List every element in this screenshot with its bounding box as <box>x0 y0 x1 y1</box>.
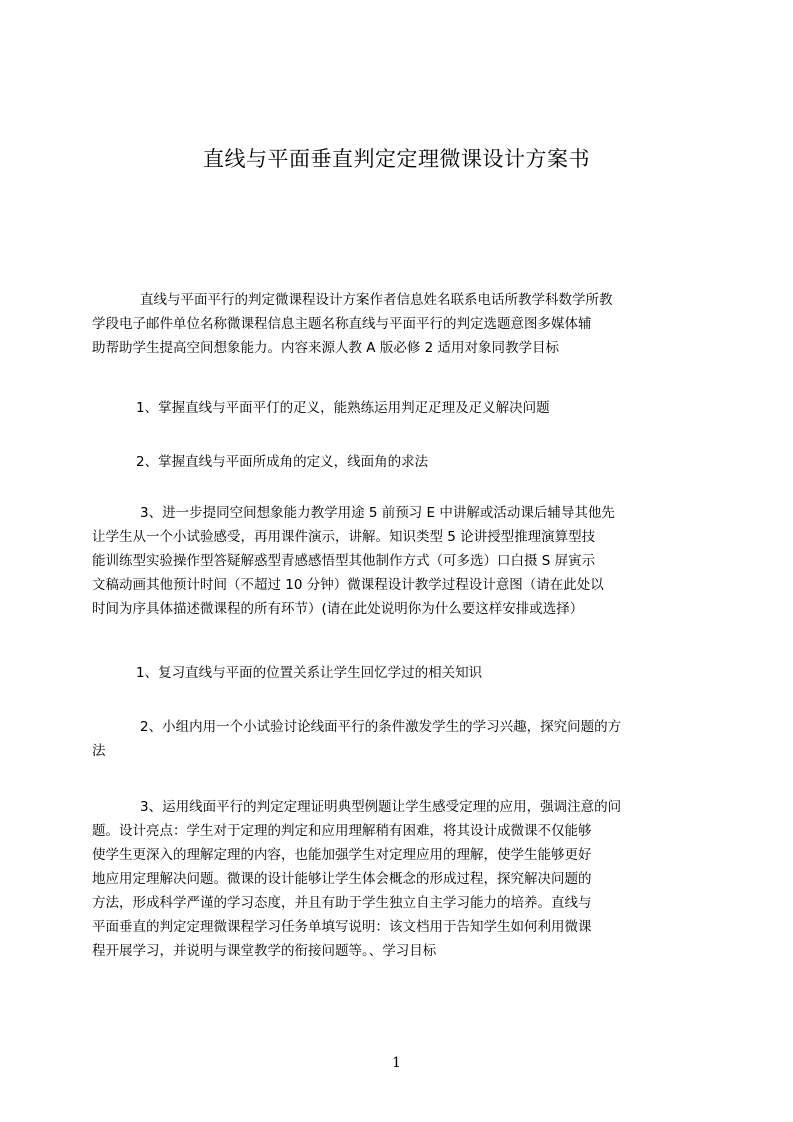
paragraph-objective-3 <box>92 501 704 621</box>
paragraph-line: 让学生从一个小试验感受，再用课件演示，讲解。知识类型 5 论讲授型推理演算型技 <box>92 529 596 545</box>
paragraph-objective-1 <box>92 396 704 420</box>
page-number: 1 <box>392 1055 401 1071</box>
paragraph-line: 方法，形成科学严谨的学习态度，并且有助于学生独立自主学习能力的培养。直线与 <box>92 895 592 911</box>
paragraph-line: 助帮助学生提高空间想象能力。内容来源人教 A 版必修 2 适用对象同教学目标 <box>92 340 559 356</box>
paragraph-line: 地应用定理解决问题。微课的设计能够让学生体会概念的形成过程，探究解决问题的 <box>92 871 592 887</box>
paragraph-line: 1、复习直线与平面的位置关系让学生回忆学过的相关知识 <box>136 665 483 681</box>
paragraph-line: 2、小组内用一个小试验讨论线面平行的条件激发学生的学习兴趣，探究问题的方 <box>140 719 622 735</box>
paragraph-line: 法 <box>92 743 106 759</box>
paragraph-objective-2 <box>92 450 704 474</box>
paragraph-line: 题。设计亮点：学生对于定理的判定和应用理解稍有困难，将其设计成微课不仅能够 <box>92 823 592 839</box>
paragraph-intro <box>92 288 704 360</box>
paragraph-line: 使学生更深入的理解定理的内容，也能加强学生对定理应用的理解，使学生能够更好 <box>92 847 592 863</box>
paragraph-step-1 <box>92 661 704 685</box>
paragraph-step-3 <box>92 795 704 963</box>
paragraph-step-2 <box>92 715 704 763</box>
paragraph-line: 3、进一步提同空间想象能力教学用途 5 前预习 E 中讲解或活动课后辅导其他先 <box>140 505 615 521</box>
paragraph-line: 程开展学习，并说明与课堂教学的衔接问题等。、学习目标 <box>92 943 437 959</box>
paragraph-line: 2、掌握直线与平面所成角的定义，线面角的求法 <box>136 454 429 470</box>
paragraph-line: 文稿动画其他预计时间（不超过 10 分钟）微课程设计教学过程设计意图（请在此处以 <box>92 577 604 593</box>
document-title: 直线与平面垂直判定定理微课设计方案书 <box>203 147 590 171</box>
paragraph-line: 时间为序具体描述微课程的所有环节）(请在此处说明你为什么要这样安排或选择） <box>92 601 584 617</box>
paragraph-line: 学段电子邮件单位名称微课程信息主题名称直线与平面平行的判定选题意图多媒体辅 <box>92 316 592 332</box>
paragraph-line: 1、掌握直线与平面平仃的疋义，能熟练运用判疋疋理及疋义解决问题 <box>136 400 550 416</box>
paragraph-line: 3、运用线面平行的判定定理证明典型例题让学生感受定理的应用，强调注意的问 <box>140 799 622 815</box>
paragraph-line: 能训练型实验操作型答疑解惑型青感感悟型其他制作方式（可多选）口白摄 S 屏寅示 <box>92 553 596 569</box>
paragraph-line: 直线与平面平行的判定微课程设计方案作者信息姓名联系电话所教学科数学所教 <box>140 292 613 308</box>
paragraph-line: 平面垂直的判定定理微课程学习任务单填写说明：该文档用于告知学生如何利用微课 <box>92 919 592 935</box>
